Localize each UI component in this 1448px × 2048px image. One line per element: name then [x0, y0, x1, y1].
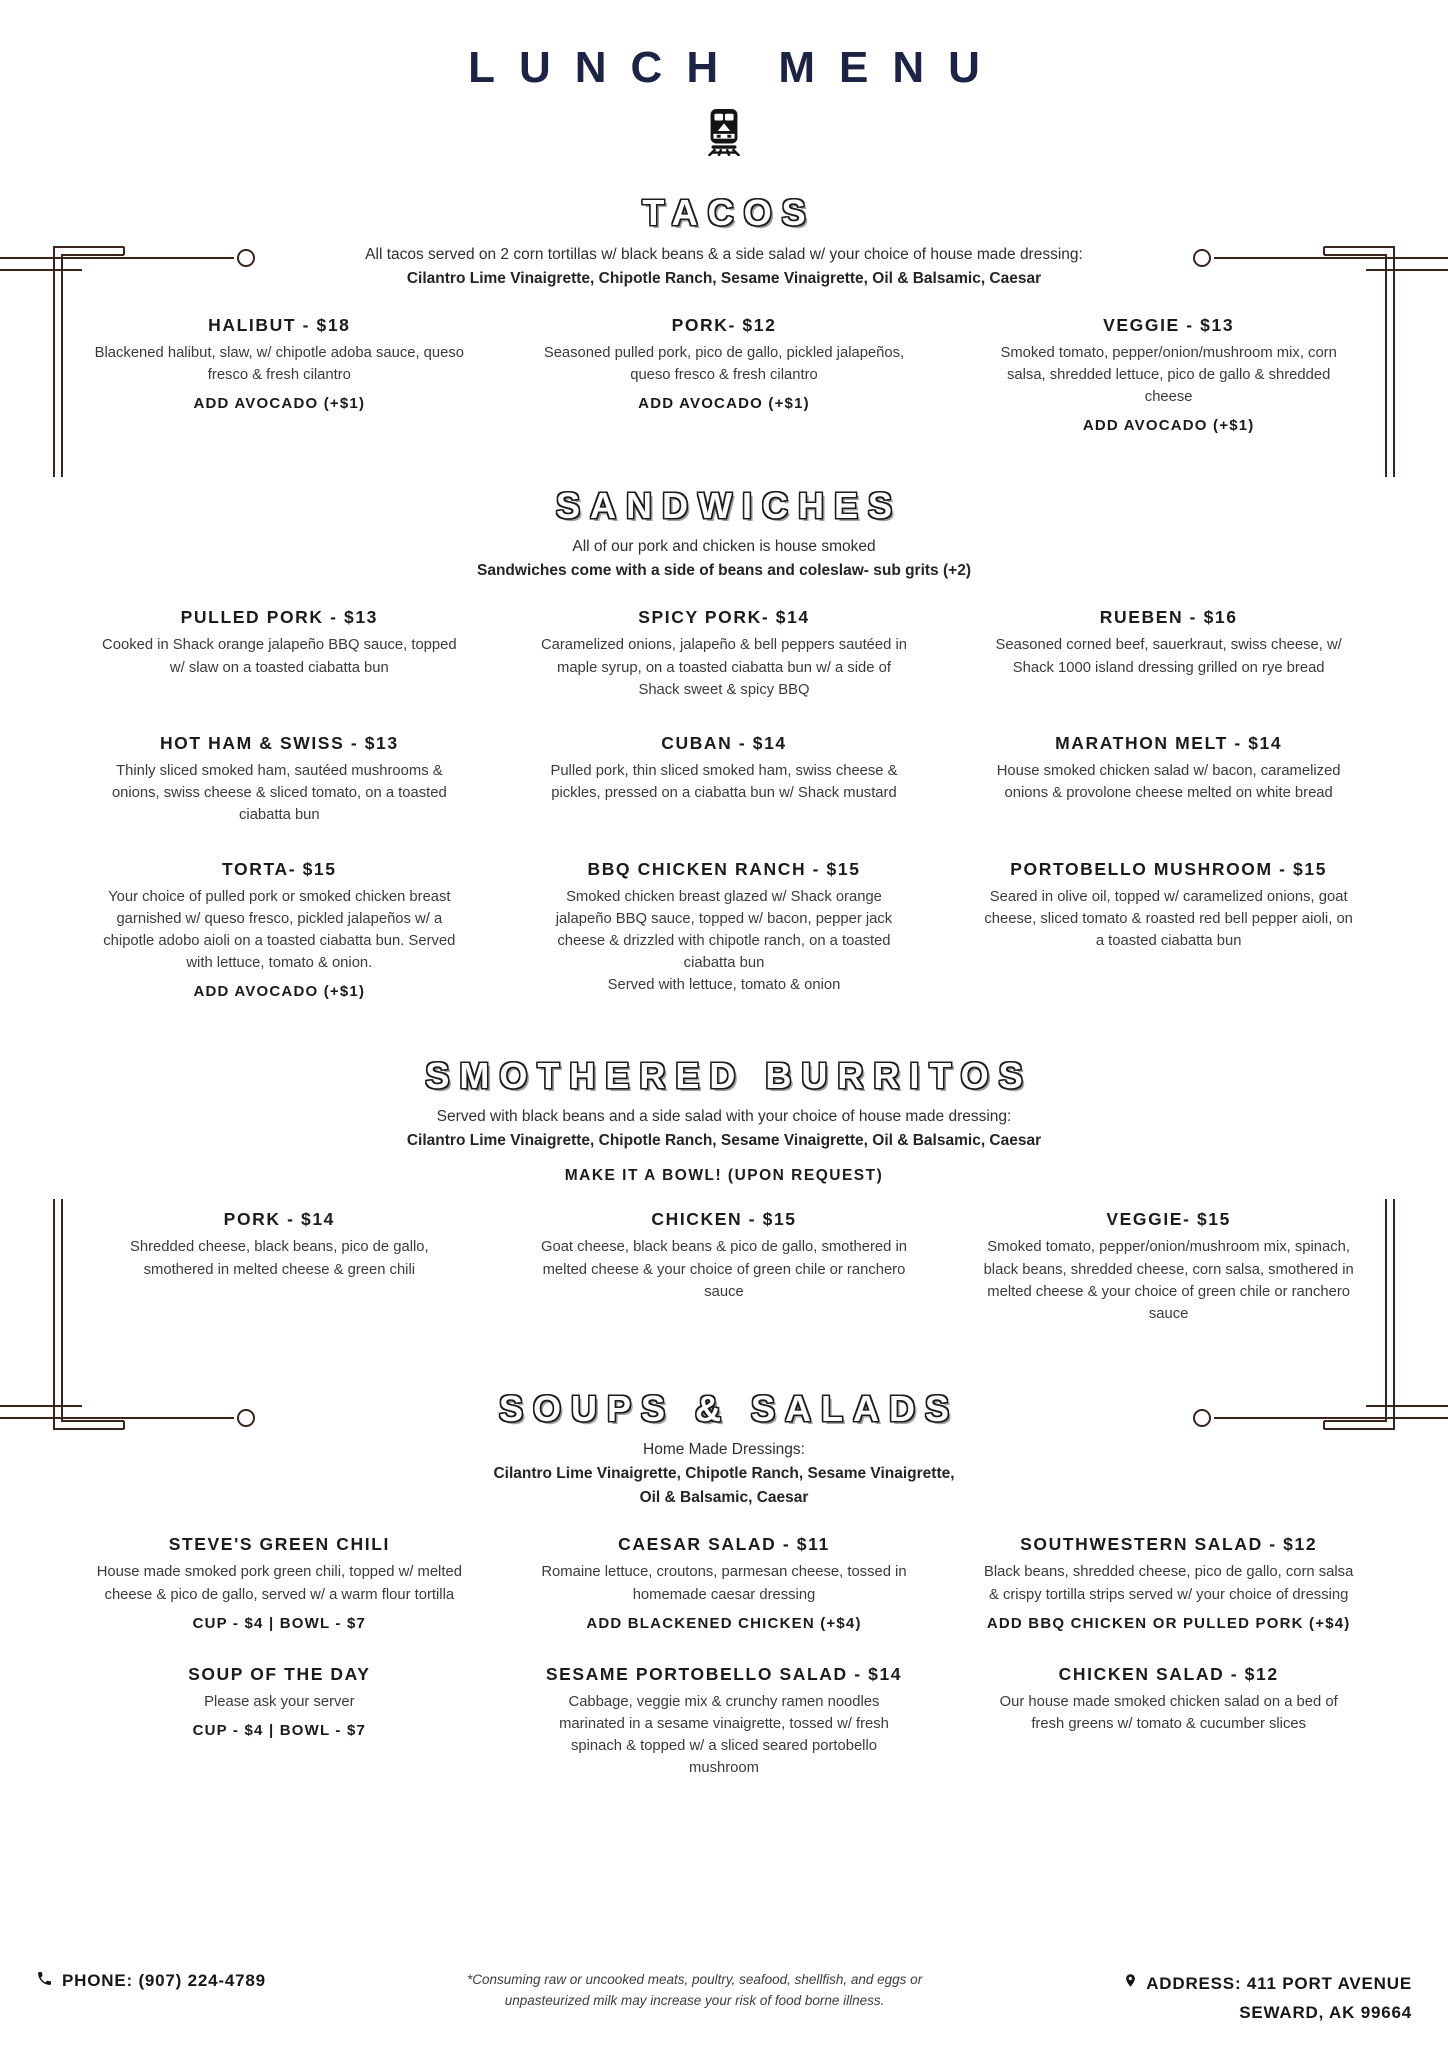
menu-item-marathon-melt [963, 733, 1374, 827]
item-name: CHICKEN - $15 [651, 1209, 797, 1230]
item-addon: CUP - $4 | BOWL - $7 [192, 1614, 367, 1632]
location-pin-icon [1123, 1970, 1138, 1999]
tacos-note [0, 243, 1448, 291]
address-line-1: ADDRESS: 411 PORT AVENUE [1146, 1974, 1412, 1994]
item-description: Seasoned corned beef, sauerkraut, swiss cheese, w/ Shack 1000 island dressing grilled on rye bread [995, 637, 1342, 676]
item-addon: ADD BBQ CHICKEN OR PULLED PORK (+$4) [986, 1614, 1351, 1632]
item-description: Thinly sliced smoked ham, sautéed mushrooms & onions, swiss cheese & sliced tomato, on a toasted ciabatta bun [111, 762, 447, 824]
item-name: PORK- $12 [671, 314, 777, 335]
burritos-note [0, 1105, 1448, 1153]
footer [0, 1970, 1448, 2028]
tacos-note-text: All tacos served on 2 corn tortillas w/ black beans & a side salad w/ your choice of house made dressing: [365, 245, 1083, 263]
burritos-title: SMOTHERED BURRITOS [425, 1055, 1033, 1097]
menu-item-steves-green-chili [74, 1534, 485, 1631]
item-name: VEGGIE - $13 [1103, 314, 1235, 335]
item-description: Shredded cheese, black beans, pico de gallo, smothered in melted cheese & green chili [130, 1239, 429, 1278]
tacos-dressings: Cilantro Lime Vinaigrette, Chipotle Ranch, Sesame Vinaigrette, Oil & Balsamic, Caesar [406, 269, 1042, 287]
menu-item-sesame-portobello-salad [519, 1664, 930, 1780]
soups-dressings: Cilantro Lime Vinaigrette, Chipotle Ranch, Sesame Vinaigrette, Oil & Balsamic, Caesar [493, 1465, 955, 1507]
item-name: STEVE'S GREEN CHILI [168, 1534, 390, 1555]
menu-item-pulled-pork [74, 607, 485, 701]
menu-item-halibut-taco [74, 315, 485, 435]
item-description: Your choice of pulled pork or smoked chicken breast garnished w/ queso fresco, pickled jalapeños w/ a chipotle adobo aioli on a toasted ciabatta bun. Served with lettuce, tomato & onion. [103, 888, 456, 972]
item-name: PORTOBELLO MUSHROOM - $15 [1010, 858, 1328, 879]
item-name: SOUP OF THE DAY [188, 1663, 371, 1684]
menu-item-chicken-salad [963, 1664, 1374, 1780]
menu-item-rueben [963, 607, 1374, 701]
soups-note-text: Home Made Dressings: [643, 1441, 805, 1459]
item-description: House made smoked pork green chili, topped w/ melted cheese & pico de gallo, served w/ a warm flour tortilla [96, 1564, 462, 1603]
item-name: PORK - $14 [223, 1209, 335, 1230]
item-description: Romaine lettuce, croutons, parmesan cheese, tossed in homemade caesar dressing [541, 1564, 907, 1603]
item-description: Our house made smoked chicken salad on a bed of fresh greens w/ tomato & cucumber slices [999, 1693, 1338, 1733]
menu-item-soup-of-the-day [74, 1664, 485, 1780]
burritos-section [0, 1054, 1448, 1325]
footer-address [1123, 1970, 1412, 2028]
item-description: Blackened halibut, slaw, w/ chipotle adoba sauce, queso fresco & fresh cilantro [94, 344, 464, 383]
menu-item-veggie-burrito [963, 1209, 1374, 1325]
item-name: CHICKEN SALAD - $12 [1058, 1663, 1279, 1684]
item-description: Smoked tomato, pepper/onion/mushroom mix, spinach, black beans, shredded cheese, corn salsa, smothered in melted cheese & your choice of green chile or ranchero sauce [983, 1239, 1354, 1323]
menu-item-veggie-taco [963, 315, 1374, 435]
item-description: Caramelized onions, jalapeño & bell peppers sautéed in maple syrup, on a toasted ciabatta bun w/ a side of Shack sweet & spicy BBQ [540, 637, 908, 698]
menu-item-spicy-pork [519, 607, 930, 701]
item-description: Seasoned pulled pork, pico de gallo, pickled jalapeños, queso fresco & fresh cilantro [543, 344, 905, 383]
item-name: CUBAN - $14 [661, 732, 787, 753]
soups-salads-title: SOUPS & SALADS [498, 1388, 960, 1430]
item-addon: ADD AVOCADO (+$1) [638, 394, 810, 412]
sandwiches-section [0, 484, 1448, 1000]
address-line-2: SEWARD, AK 99664 [1239, 2003, 1412, 2023]
soups-salads-section [0, 1387, 1448, 1779]
item-addon: ADD AVOCADO (+$1) [193, 983, 366, 1001]
item-description: Cabbage, veggie mix & crunchy ramen noodles marinated in a sesame vinaigrette, tossed w/ fresh spinach & topped w/ a sliced seared portobello mushroom [559, 1693, 889, 1777]
item-description: Smoked chicken breast glazed w/ Shack orange jalapeño BBQ sauce, topped w/ bacon, pepper jack cheese & drizzled with chipotle ranch, on a toasted ciabatta bun [555, 888, 893, 972]
item-name: SOUTHWESTERN SALAD - $12 [1020, 1534, 1318, 1555]
tacos-title: TACOS [642, 192, 816, 234]
item-name: SPICY PORK- $14 [638, 607, 810, 628]
item-name: PULLED PORK - $13 [180, 607, 379, 628]
page-title: LUNCH MENU [468, 43, 1004, 92]
item-addon: ADD AVOCADO (+$1) [1082, 417, 1255, 435]
sandwiches-sides-note: Sandwiches come with a side of beans and coleslaw- sub grits (+2) [477, 562, 971, 580]
item-description: Pulled pork, thin sliced smoked ham, swiss cheese & pickles, pressed on a ciabatta bun w/ Shack mustard [550, 762, 898, 802]
item-addon: CUP - $4 | BOWL - $7 [192, 1722, 367, 1740]
menu-item-cuban [519, 733, 930, 827]
sandwiches-note [0, 535, 1448, 583]
item-description: Seared in olive oil, topped w/ caramelized onions, goat cheese, sliced tomato & roasted red bell pepper aioli, on a toasted ciabatta bun [984, 888, 1353, 949]
item-description: Smoked tomato, pepper/onion/mushroom mix, corn salsa, shredded lettuce, pico de gallo & shredded cheese [1000, 344, 1337, 405]
menu-item-pork-taco [519, 315, 930, 435]
item-name: MARATHON MELT - $14 [1055, 732, 1283, 753]
make-it-a-bowl-note: MAKE IT A BOWL! (UPON REQUEST) [564, 1167, 884, 1185]
burritos-note-text: Served with black beans and a side salad with your choice of house made dressing: [436, 1108, 1012, 1126]
soups-note [0, 1438, 1448, 1510]
menu-item-portobello-mushroom [963, 859, 1374, 1001]
item-description: Black beans, shredded cheese, pico de gallo, corn salsa & crispy tortilla strips served w/ your choice of dressing [983, 1564, 1354, 1603]
menu-item-hot-ham-swiss [74, 733, 485, 827]
item-description: Goat cheese, black beans & pico de gallo, smothered in melted cheese & your choice of green chile or ranchero sauce [540, 1239, 907, 1300]
item-description: Cooked in Shack orange jalapeño BBQ sauce, topped w/ slaw on a toasted ciabatta bun [102, 637, 457, 676]
train-icon [697, 106, 751, 161]
item-name: TORTA- $15 [222, 858, 337, 879]
item-addon: ADD BLACKENED CHICKEN (+$4) [586, 1614, 862, 1632]
menu-item-pork-burrito [74, 1209, 485, 1325]
menu-item-chicken-burrito [519, 1209, 930, 1325]
item-description-extra: Served with lettuce, tomato & onion [607, 977, 841, 994]
item-name: HOT HAM & SWISS - $13 [159, 732, 399, 753]
item-name: BBQ CHICKEN RANCH - $15 [587, 858, 861, 879]
item-name: VEGGIE- $15 [1106, 1209, 1231, 1230]
item-description: House smoked chicken salad w/ bacon, caramelized onions & provolone cheese melted on white bread [996, 762, 1341, 802]
phone-icon [36, 1970, 53, 1992]
item-name: HALIBUT - $18 [208, 314, 351, 335]
menu-item-caesar-salad [519, 1534, 930, 1631]
menu-item-southwestern-salad [963, 1534, 1374, 1631]
phone-number: PHONE: (907) 224-4789 [62, 1971, 266, 1991]
item-description: Please ask your server [204, 1693, 355, 1710]
footer-phone [36, 1970, 266, 1992]
menu-item-torta [74, 859, 485, 1001]
footer-disclaimer: *Consuming raw or uncooked meats, poultry, seafood, shellfish, and eggs or unpasteurized milk may increase your risk of food borne illness. [466, 1972, 923, 2009]
item-name: SESAME PORTOBELLO SALAD - $14 [545, 1663, 903, 1684]
sandwiches-note-text: All of our pork and chicken is house smoked [572, 538, 876, 556]
sandwiches-title: SANDWICHES [555, 485, 902, 527]
burritos-dressings: Cilantro Lime Vinaigrette, Chipotle Ranch, Sesame Vinaigrette, Oil & Balsamic, Caesar [406, 1132, 1042, 1150]
item-addon: ADD AVOCADO (+$1) [193, 394, 366, 412]
tacos-section [0, 191, 1448, 434]
menu-item-bbq-chicken-ranch [519, 859, 930, 1001]
item-name: CAESAR SALAD - $11 [618, 1534, 830, 1555]
item-name: RUEBEN - $16 [1099, 607, 1238, 628]
